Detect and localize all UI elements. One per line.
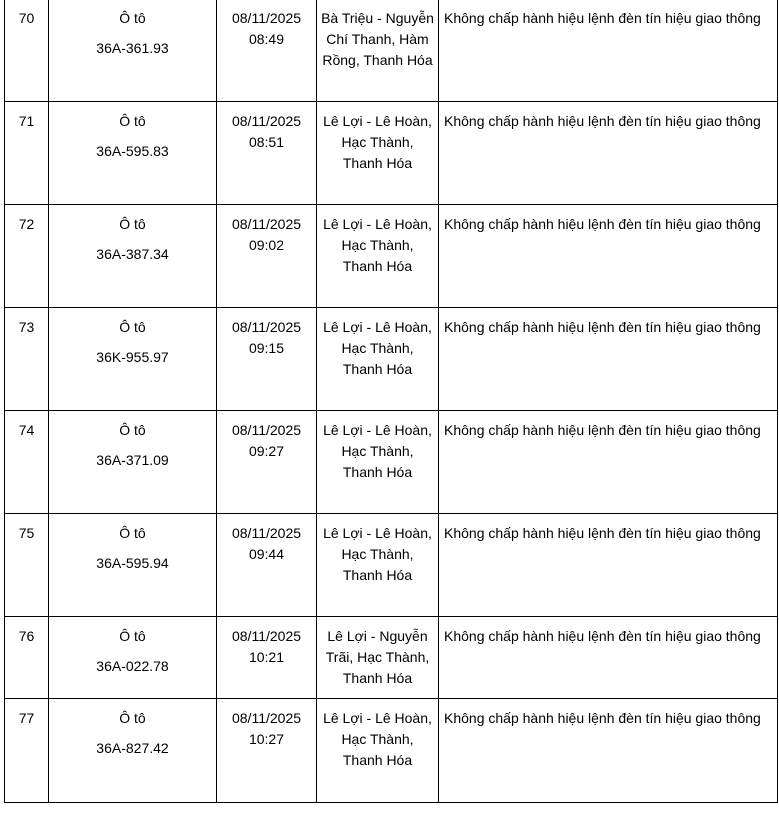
vehicle-type: Ô tô: [119, 10, 146, 26]
license-plate: 36A-371.09: [96, 452, 169, 468]
violation-cell: Không chấp hành hiệu lệnh đèn tín hiệu giao thông: [439, 205, 778, 308]
violation-time: 09:27: [248, 443, 285, 459]
violation-cell: Không chấp hành hiệu lệnh đèn tín hiệu giao thông: [439, 699, 778, 803]
stt-cell: 73: [5, 308, 49, 411]
vehicle-type: Ô tô: [119, 710, 146, 726]
license-plate: 36A-595.94: [96, 555, 169, 571]
violation-cell: Không chấp hành hiệu lệnh đèn tín hiệu giao thông: [439, 102, 778, 205]
location-cell: Lê Lợi - Lê Hoàn, Hạc Thành, Thanh Hóa: [317, 514, 439, 617]
violation-time: 10:27: [248, 731, 285, 747]
table-row: [5, 205, 778, 308]
vehicle-cell: [49, 0, 217, 102]
license-plate: 36A-022.78: [96, 658, 169, 674]
table-row: [5, 514, 778, 617]
license-plate: 36A-361.93: [96, 40, 169, 56]
datetime-cell: [217, 102, 317, 205]
table-row: [5, 308, 778, 411]
violation-date: 08/11/2025: [231, 216, 302, 232]
violations-table: [4, 0, 778, 803]
vehicle-cell: [49, 699, 217, 803]
vehicle-cell: [49, 205, 217, 308]
violation-time: 09:44: [248, 546, 285, 562]
stt-cell: 77: [5, 699, 49, 803]
license-plate: 36A-387.34: [96, 246, 169, 262]
datetime-cell: [217, 308, 317, 411]
license-plate: 36A-595.83: [96, 143, 169, 159]
vehicle-cell: [49, 308, 217, 411]
violation-date: 08/11/2025: [231, 319, 302, 335]
datetime-cell: [217, 699, 317, 803]
license-plate: 36A-827.42: [96, 740, 169, 756]
violation-time: 08:49: [248, 31, 285, 47]
location-cell: Lê Lợi - Lê Hoàn, Hạc Thành, Thanh Hóa: [317, 102, 439, 205]
table-row: [5, 0, 778, 102]
vehicle-type: Ô tô: [119, 216, 146, 232]
vehicle-type: Ô tô: [119, 628, 146, 644]
violation-cell: Không chấp hành hiệu lệnh đèn tín hiệu giao thông: [439, 617, 778, 699]
stt-cell: 76: [5, 617, 49, 699]
location-cell: Lê Lợi - Lê Hoàn, Hạc Thành, Thanh Hóa: [317, 699, 439, 803]
location-cell: Lê Lợi - Nguyễn Trãi, Hạc Thành, Thanh Hóa: [317, 617, 439, 699]
violation-date: 08/11/2025: [231, 710, 302, 726]
datetime-cell: [217, 411, 317, 514]
location-cell: Bà Triệu - Nguyễn Chí Thanh, Hàm Rồng, Thanh Hóa: [317, 0, 439, 102]
datetime-cell: [217, 0, 317, 102]
table-row: [5, 102, 778, 205]
violation-date: 08/11/2025: [231, 525, 302, 541]
table-row: [5, 411, 778, 514]
vehicle-type: Ô tô: [119, 525, 146, 541]
stt-cell: 70: [5, 0, 49, 102]
vehicle-cell: [49, 514, 217, 617]
violation-time: 09:15: [248, 340, 285, 356]
datetime-cell: [217, 205, 317, 308]
stt-cell: 71: [5, 102, 49, 205]
vehicle-cell: [49, 411, 217, 514]
vehicle-cell: [49, 617, 217, 699]
stt-cell: 72: [5, 205, 49, 308]
violation-time: 09:02: [248, 237, 285, 253]
violation-date: 08/11/2025: [231, 10, 302, 26]
vehicle-type: Ô tô: [119, 113, 146, 129]
stt-cell: 75: [5, 514, 49, 617]
license-plate: 36K-955.97: [96, 349, 169, 365]
violation-cell: Không chấp hành hiệu lệnh đèn tín hiệu giao thông: [439, 514, 778, 617]
datetime-cell: [217, 514, 317, 617]
datetime-cell: [217, 617, 317, 699]
violation-date: 08/11/2025: [231, 113, 302, 129]
vehicle-type: Ô tô: [119, 319, 146, 335]
location-cell: Lê Lợi - Lê Hoàn, Hạc Thành, Thanh Hóa: [317, 411, 439, 514]
table-row: [5, 699, 778, 803]
table-row: [5, 617, 778, 699]
violation-cell: Không chấp hành hiệu lệnh đèn tín hiệu giao thông: [439, 411, 778, 514]
vehicle-cell: [49, 102, 217, 205]
violation-time: 08:51: [248, 134, 285, 150]
violation-cell: Không chấp hành hiệu lệnh đèn tín hiệu giao thông: [439, 0, 778, 102]
stt-cell: 74: [5, 411, 49, 514]
violation-time: 10:21: [248, 649, 285, 665]
location-cell: Lê Lợi - Lê Hoàn, Hạc Thành, Thanh Hóa: [317, 205, 439, 308]
violation-date: 08/11/2025: [231, 628, 302, 644]
vehicle-type: Ô tô: [119, 422, 146, 438]
violation-cell: Không chấp hành hiệu lệnh đèn tín hiệu giao thông: [439, 308, 778, 411]
violation-date: 08/11/2025: [231, 422, 302, 438]
location-cell: Lê Lợi - Lê Hoàn, Hạc Thành, Thanh Hóa: [317, 308, 439, 411]
